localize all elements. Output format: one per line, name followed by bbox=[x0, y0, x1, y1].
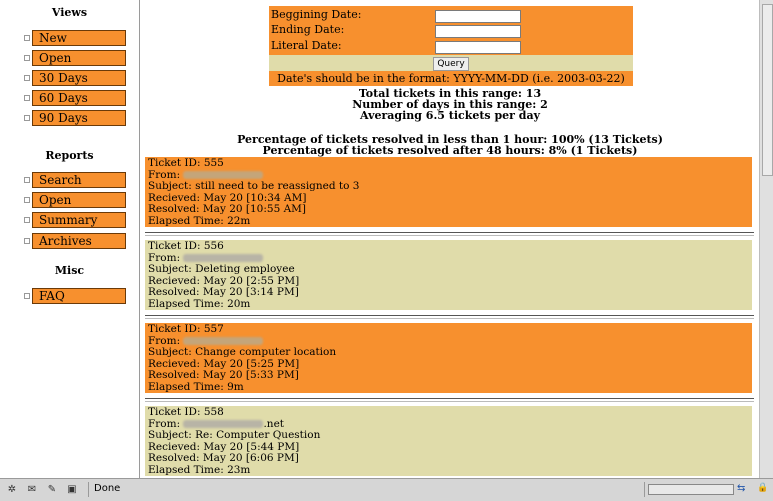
main-content bbox=[141, 0, 759, 478]
ticket-received: Recieved: May 20 [10:34 AM] bbox=[148, 191, 307, 204]
reports-title: Reports bbox=[45, 149, 94, 162]
security-lock-icon[interactable]: 🔒 bbox=[757, 483, 769, 493]
archives-button[interactable]: Archives bbox=[32, 233, 126, 249]
beginning-date-input[interactable] bbox=[435, 10, 521, 23]
ticket-resolved: Resolved: May 20 [3:14 PM] bbox=[148, 286, 299, 299]
search-button[interactable]: Search bbox=[32, 172, 126, 188]
redacted-email bbox=[183, 171, 263, 179]
ticket-elapsed: Elapsed Time: 20m bbox=[148, 297, 251, 310]
online-connection-icon[interactable]: ⇆ bbox=[737, 483, 746, 494]
ticket-id: Ticket ID: 557 bbox=[148, 323, 224, 335]
ticket-id: Ticket ID: 558 bbox=[148, 406, 224, 418]
ticket-elapsed: Elapsed Time: 9m bbox=[148, 380, 244, 393]
from-label: From: bbox=[148, 168, 181, 181]
bullet-icon bbox=[24, 35, 30, 41]
navigator-icon[interactable]: ✲ bbox=[7, 484, 17, 495]
open-button[interactable]: Open bbox=[32, 50, 126, 66]
from-suffix: .net bbox=[263, 417, 285, 430]
new-button[interactable]: New bbox=[32, 30, 126, 46]
from-label: From: bbox=[148, 251, 181, 264]
status-divider bbox=[644, 482, 645, 497]
ticket-elapsed: Elapsed Time: 23m bbox=[148, 463, 251, 476]
progress-bar bbox=[648, 484, 734, 495]
total-tickets-stat: Total tickets in this range: 13 bbox=[358, 87, 542, 100]
scrollbar-thumb[interactable] bbox=[762, 4, 773, 176]
ticket-divider bbox=[145, 398, 754, 402]
status-divider bbox=[88, 482, 89, 497]
report-open-button[interactable]: Open bbox=[32, 192, 126, 208]
ticket-elapsed: Elapsed Time: 22m bbox=[148, 214, 251, 227]
redacted-email bbox=[183, 420, 263, 428]
ticket-received: Recieved: May 20 [2:55 PM] bbox=[148, 274, 300, 287]
from-label: From: bbox=[148, 334, 181, 347]
misc-title: Misc bbox=[54, 264, 85, 277]
ticket-received: Recieved: May 20 [5:44 PM] bbox=[148, 440, 300, 453]
under-1-hour-stat: Percentage of tickets resolved in less than 1 hour: 100% (13 Tickets) bbox=[237, 133, 663, 146]
bullet-icon bbox=[24, 95, 30, 101]
mail-icon[interactable]: ✉ bbox=[27, 484, 37, 495]
ticket-divider bbox=[145, 315, 754, 319]
views-title: Views bbox=[51, 6, 88, 19]
ticket-resolved: Resolved: May 20 [10:55 AM] bbox=[148, 203, 307, 216]
redacted-email bbox=[183, 337, 263, 345]
over-48-hours-stat: Percentage of tickets resolved after 48 hours: 8% (1 Tickets) bbox=[262, 144, 638, 157]
ticket-card bbox=[145, 323, 752, 393]
address-book-icon[interactable]: ▣ bbox=[67, 484, 77, 495]
ticket-id: Ticket ID: 555 bbox=[148, 157, 224, 169]
bullet-icon bbox=[24, 115, 30, 121]
bullet-icon bbox=[24, 75, 30, 81]
days-in-range-stat: Number of days in this range: 2 bbox=[352, 98, 548, 111]
bullet-icon bbox=[24, 197, 30, 203]
ticket-subject: Subject: Deleting employee bbox=[148, 263, 295, 276]
query-row bbox=[269, 55, 633, 71]
status-text: Done bbox=[94, 483, 121, 494]
ticket-resolved: Resolved: May 20 [5:33 PM] bbox=[148, 369, 299, 382]
ticket-card bbox=[145, 240, 752, 310]
literal-date-label: Literal Date: bbox=[271, 39, 342, 52]
faq-button[interactable]: FAQ bbox=[32, 288, 126, 304]
ticket-subject: Subject: Change computer location bbox=[148, 346, 337, 359]
ticket-received: Recieved: May 20 [5:25 PM] bbox=[148, 357, 300, 370]
date-format-note: Date's should be in the format: YYYY-MM-DD (i.e. 2003-03-22) bbox=[277, 72, 625, 85]
sidebar bbox=[0, 0, 140, 478]
composer-icon[interactable]: ✎ bbox=[47, 484, 57, 495]
ticket-resolved: Resolved: May 20 [6:06 PM] bbox=[148, 452, 299, 465]
vertical-scrollbar[interactable] bbox=[759, 0, 773, 478]
ticket-card bbox=[145, 157, 752, 227]
ending-date-label: Ending Date: bbox=[271, 23, 345, 36]
bullet-icon bbox=[24, 238, 30, 244]
beginning-date-label: Beggining Date: bbox=[271, 8, 362, 21]
date-query-form bbox=[269, 6, 633, 86]
90-days-button[interactable]: 90 Days bbox=[32, 110, 126, 126]
summary-button[interactable]: Summary bbox=[32, 212, 126, 228]
bullet-icon bbox=[24, 293, 30, 299]
literal-date-input[interactable] bbox=[435, 41, 521, 54]
ticket-subject: Subject: Re: Computer Question bbox=[148, 429, 321, 442]
ending-date-input[interactable] bbox=[435, 25, 521, 38]
ticket-divider bbox=[145, 232, 754, 236]
bullet-icon bbox=[24, 177, 30, 183]
from-label: From: bbox=[148, 417, 181, 430]
query-button[interactable]: Query bbox=[433, 57, 469, 71]
30-days-button[interactable]: 30 Days bbox=[32, 70, 126, 86]
status-bar bbox=[0, 478, 773, 501]
ticket-id: Ticket ID: 556 bbox=[148, 240, 224, 252]
ticket-subject: Subject: still need to be reassigned to 3 bbox=[148, 180, 360, 193]
average-tickets-stat: Averaging 6.5 tickets per day bbox=[360, 109, 540, 122]
bullet-icon bbox=[24, 55, 30, 61]
redacted-email bbox=[183, 254, 263, 262]
60-days-button[interactable]: 60 Days bbox=[32, 90, 126, 106]
bullet-icon bbox=[24, 217, 30, 223]
ticket-card bbox=[145, 406, 752, 476]
